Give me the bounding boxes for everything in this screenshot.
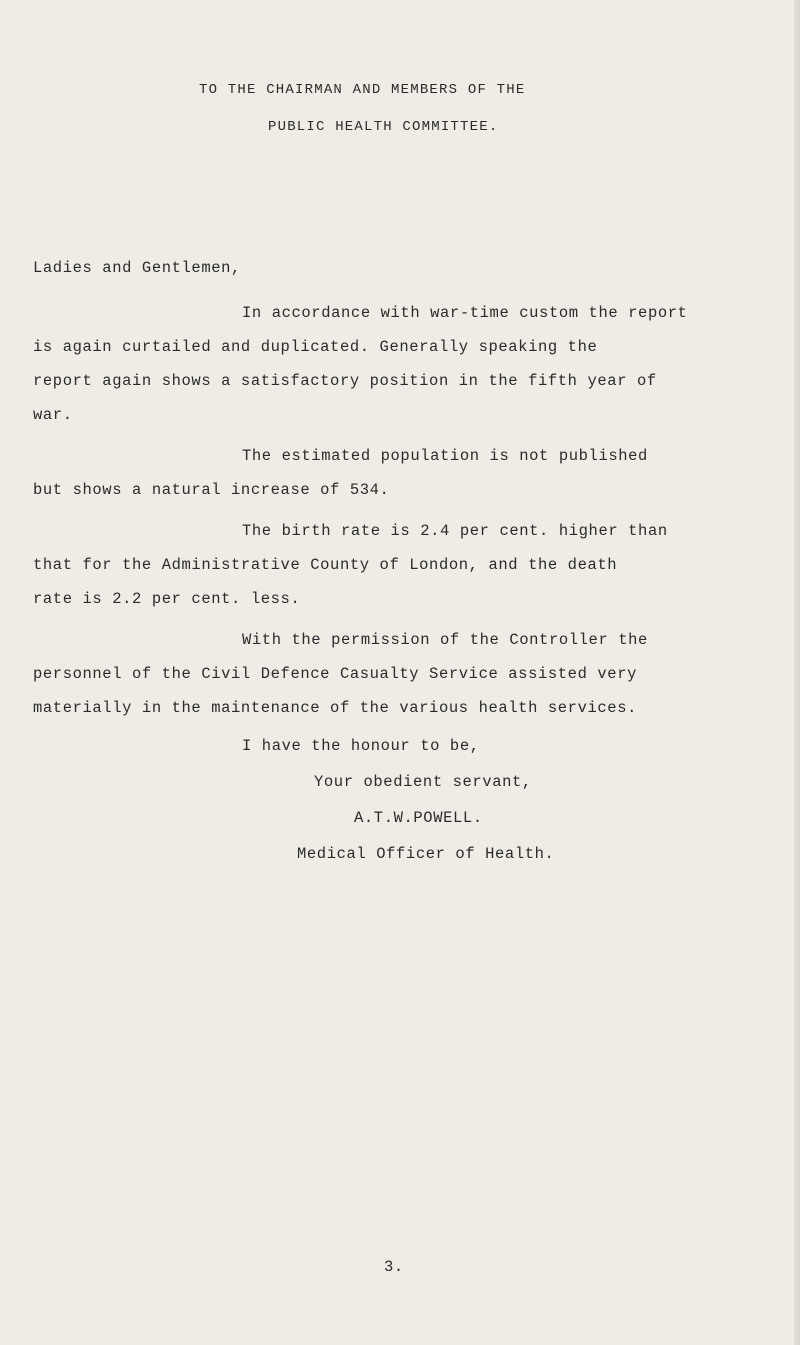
signature-name: A.T.W.POWELL. [354,809,483,827]
paragraph-1-line-4: war. [33,406,73,424]
salutation: Ladies and Gentlemen, [33,259,241,277]
closing-line-1: I have the honour to be, [242,737,480,755]
paragraph-2-line-1: The estimated population is not published [242,447,648,465]
paragraph-4-line-2: personnel of the Civil Defence Casualty Service assisted very [33,665,637,683]
page-edge-shadow [794,0,800,1345]
heading-line-2: PUBLIC HEALTH COMMITTEE. [268,119,499,135]
paragraph-3-line-2: that for the Administrative County of London, and the death [33,556,618,574]
paragraph-1-line-1: In accordance with war-time custom the report [242,304,688,322]
closing-line-2: Your obedient servant, [314,773,532,791]
paragraph-3-line-3: rate is 2.2 per cent. less. [33,590,301,608]
paragraph-2-line-2: but shows a natural increase of 534. [33,481,390,499]
heading-line-1: TO THE CHAIRMAN AND MEMBERS OF THE [199,82,526,98]
paragraph-4-line-1: With the permission of the Controller the [242,631,648,649]
page-number: 3. [384,1258,404,1276]
paragraph-1-line-2: is again curtailed and duplicated. Generally speaking the [33,338,598,356]
paragraph-4-line-3: materially in the maintenance of the various health services. [33,699,637,717]
signature-title: Medical Officer of Health. [297,845,555,863]
paragraph-1-line-3: report again shows a satisfactory position in the fifth year of [33,372,657,390]
paragraph-3-line-1: The birth rate is 2.4 per cent. higher than [242,522,668,540]
